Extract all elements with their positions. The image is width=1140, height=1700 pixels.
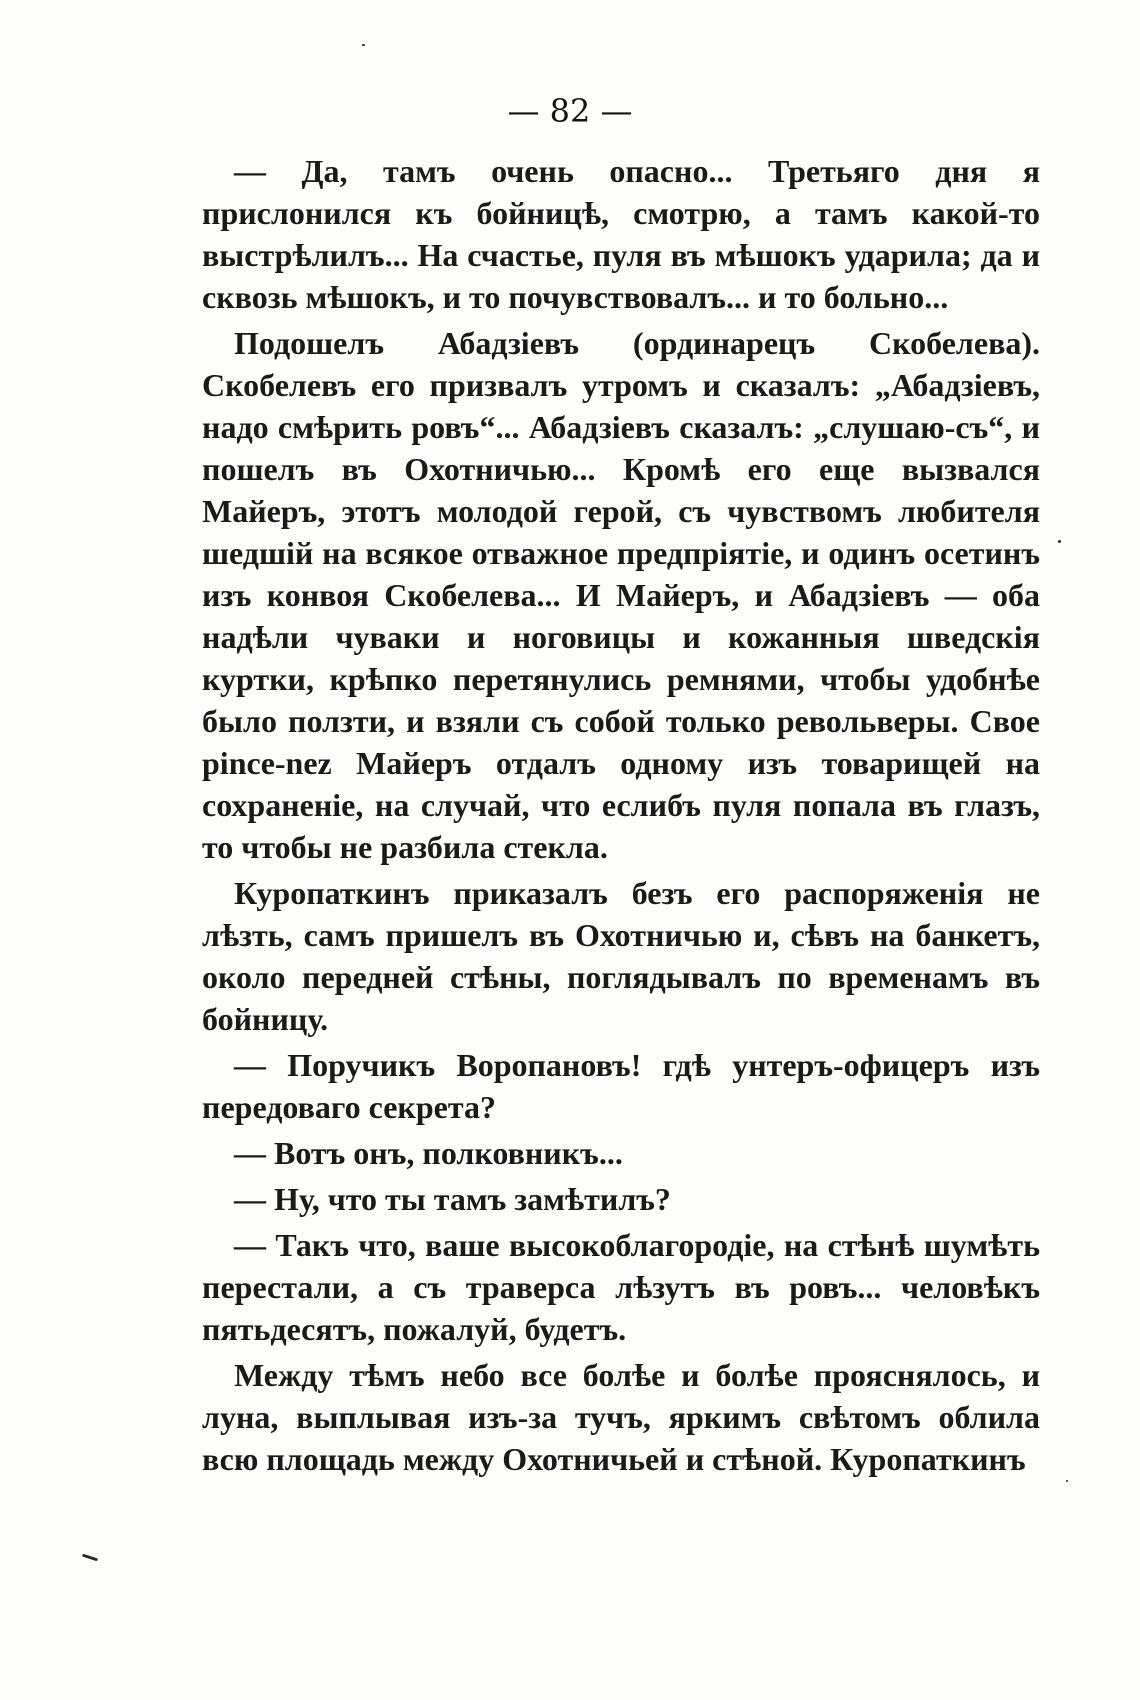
paragraph-1: — Да, тамъ очень опасно... Третьяго дня я прислонился къ бойницѣ, смотрю, а тамъ какой-то выстрѣлилъ... На счастье, пуля въ мѣшокъ ударила; да и сквозь мѣшокъ, и то почувствовалъ... и то больно... bbox=[202, 153, 1040, 315]
paragraph-2: Подошелъ Абадзіевъ (ординарецъ Скобелева). Скобелевъ его призвалъ утромъ и сказалъ: „Абадзіевъ, надо смѣрить ровъ“... Абадзіевъ сказалъ: „слушаю-съ“, и пошелъ въ Охотничью... Кромѣ его еще вызвался Майеръ, этотъ молодой герой, съ чувствомъ любителя шедшій на всякое отважное предпріятіе, и одинъ осетинъ изъ конвоя Скобелева... И Майеръ, и Абадзіевъ — оба надѣли чуваки и ноговицы и кожанныя шведскія куртки, крѣпко перетянулись ремнями, чтобы удобнѣе было ползти, и взяли съ собой только револьверы. Свое pince-nez Майеръ отдалъ одному изъ товарищей на сохраненіе, на случай, что еслибъ пуля попала въ глазъ, то чтобы не разбила стекла. bbox=[202, 325, 1040, 865]
paragraph-4: — Поручикъ Воропановъ! гдѣ унтеръ-офицеръ изъ передоваго секрета? bbox=[202, 1047, 1040, 1125]
paragraph-8: Между тѣмъ небо все болѣе и болѣе прояснялось, и луна, выплывая изъ-за тучъ, яркимъ свѣтомъ облила всю площадь между Охотничьей и стѣной. Куропаткинъ bbox=[202, 1357, 1040, 1477]
page-number: — 82 — bbox=[507, 92, 633, 130]
paragraph-6: — Ну, что ты тамъ замѣтилъ? bbox=[234, 1181, 671, 1217]
paragraph-3: Куропаткинъ приказалъ безъ его распоряженія не лѣзть, самъ пришелъ въ Охотничью и, сѣвъ на банкетъ, около передней стѣны, поглядывалъ по временамъ въ бойницу. bbox=[202, 875, 1040, 1037]
scan-speck bbox=[82, 1554, 98, 1562]
paragraph-7: — Такъ что, ваше высокоблагородіе, на стѣнѣ шумѣть перестали, а съ траверса лѣзутъ въ ровъ... человѣкъ пятьдесятъ, пожалуй, будетъ. bbox=[202, 1227, 1040, 1347]
body-text bbox=[202, 150, 1040, 1484]
scan-speck bbox=[1058, 540, 1061, 543]
paragraph-5: — Вотъ онъ, полковникъ... bbox=[234, 1135, 623, 1171]
scan-speck bbox=[1066, 1480, 1068, 1482]
scan-speck bbox=[362, 44, 365, 46]
